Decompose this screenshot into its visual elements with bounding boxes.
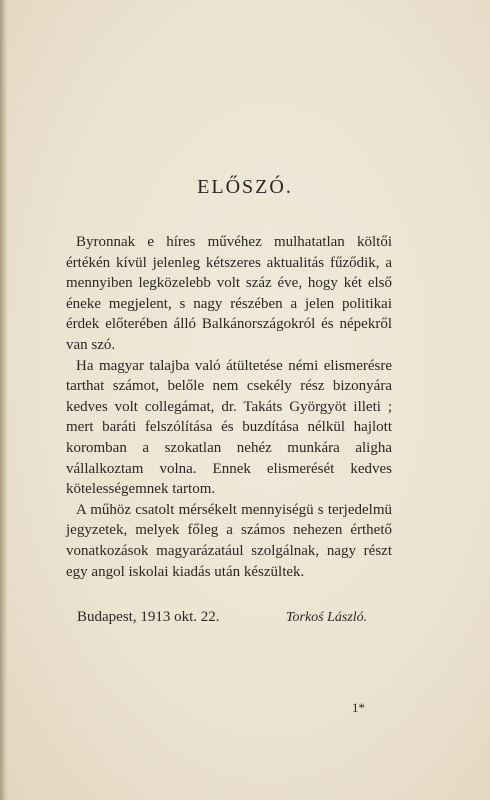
page-title: ELŐSZÓ. [197,176,293,198]
place-and-date: Budapest, 1913 okt. 22. [77,609,220,625]
page-number: 1* [352,700,365,715]
page-gutter-shadow [0,0,8,800]
preface-body [66,232,392,582]
paragraph-2: Ha magyar talajba való átültetése némi elismerésre tarthat számot, belőle nem csekély rész bizonyára kedves volt collegámat, dr. Takáts Györgyöt illeti ; mert baráti felszólítása és buzdítása nélkül hajlott koromban a szokatlan nehéz munkára aligha vállalkoztam volna. Ennek elismerését kedves kötelességemnek tartom. [66,357,392,498]
author-signature: Torkoś László. [286,610,368,625]
paragraph-1: Byronnak e híres művéhez mulhatatlan költői értékén kívül jelenleg kétszeres aktualitás fűződik, a mennyiben legközelebb volt száz éve, hogy két első éneke megjelent, s nagy részében a jelen politikai érdek előterében álló Balkánországokról és népekről van szó. [66,234,392,353]
paragraph-3: A műhöz csatolt mérsékelt mennyiségü s terjedelmü jegyzetek, melyek főleg a számos nehezen érthető vonatkozások magyarázatául szolgálnak, nagy részt egy angol iskolai kiadás után készültek. [66,501,392,580]
